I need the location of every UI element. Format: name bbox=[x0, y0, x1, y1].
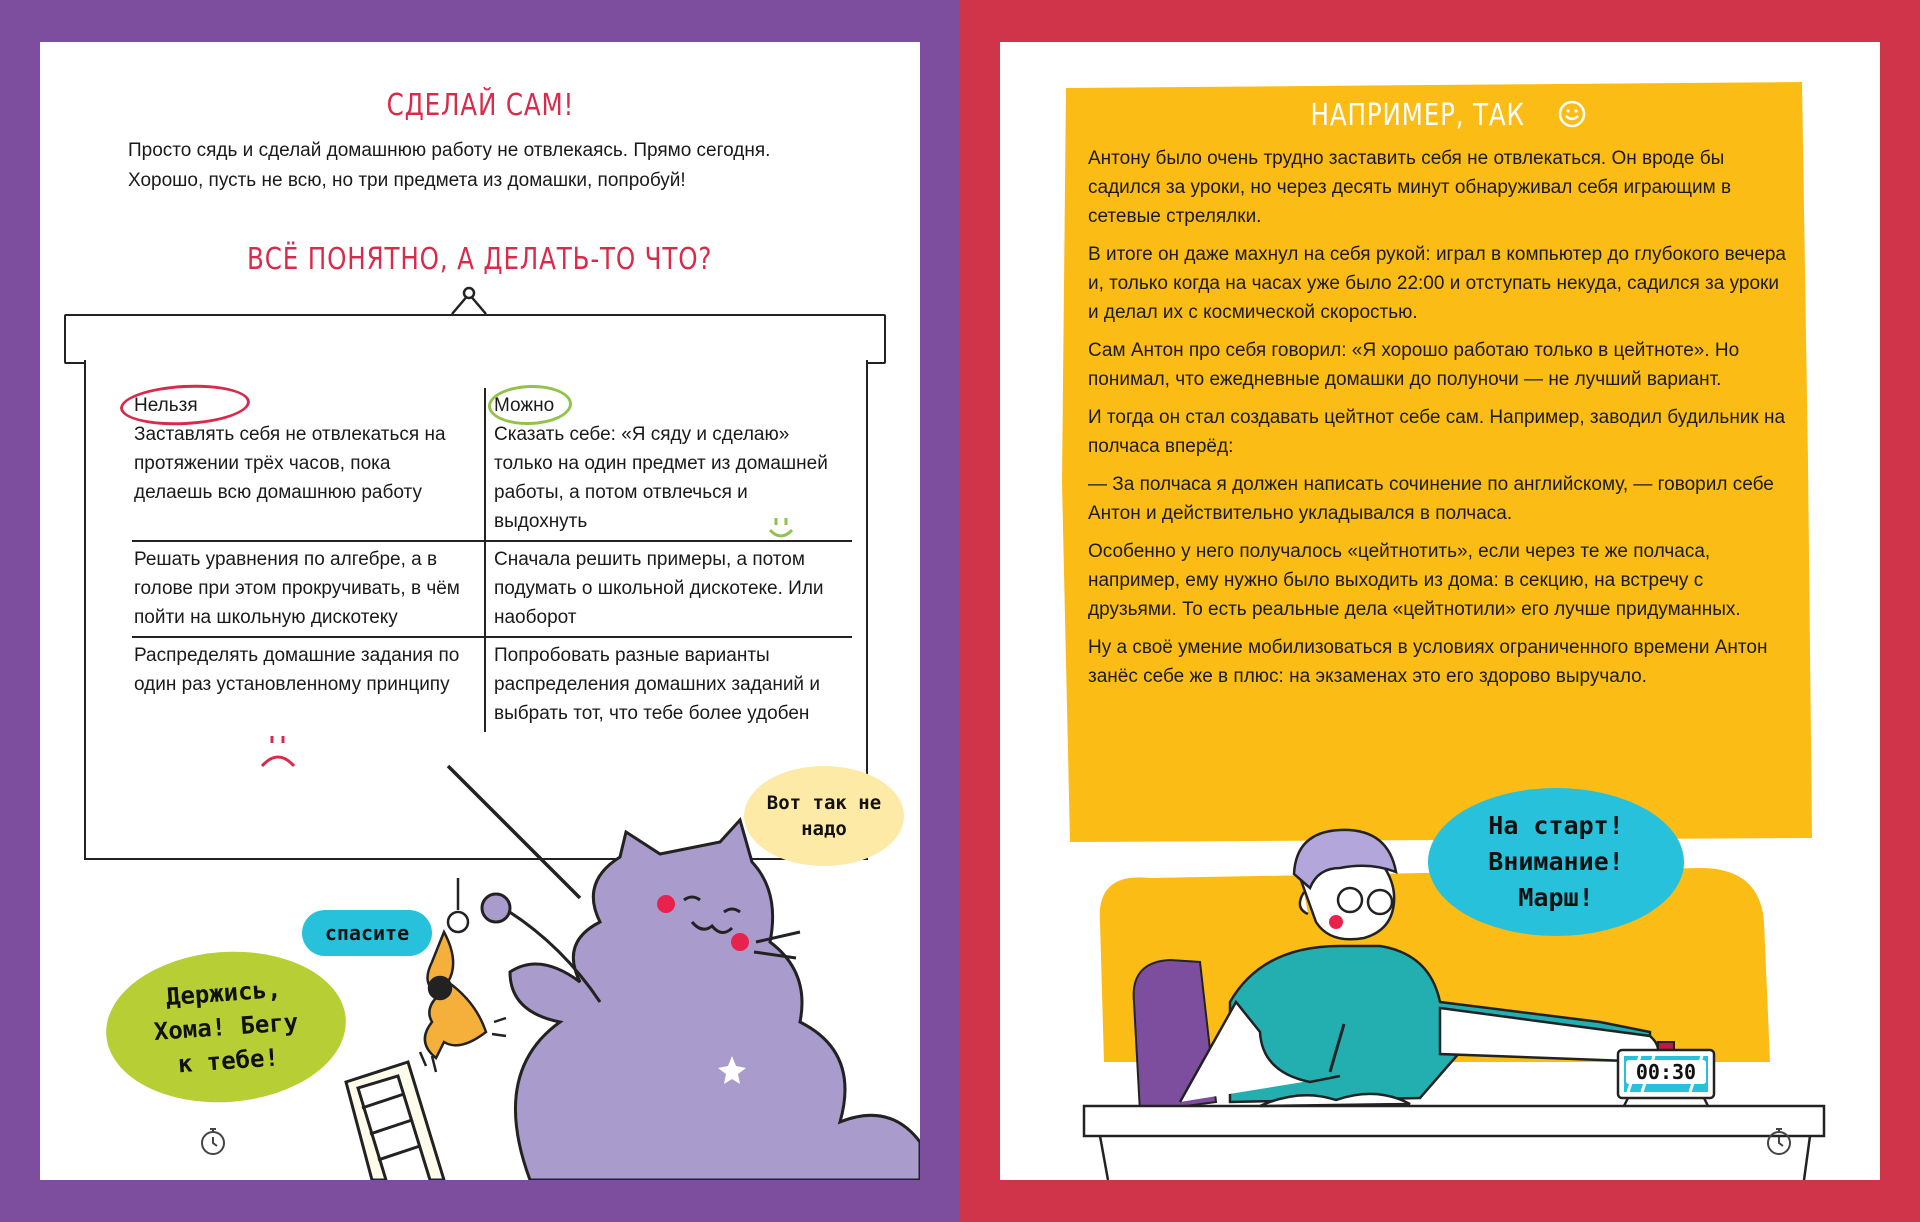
boy-at-desk-illustration bbox=[1000, 42, 1880, 1180]
right-page-title: НАПРИМЕР, ТАК bbox=[1062, 98, 1812, 133]
table-cell-dont: Решать уравнения по алгебре, а в голове при этом прокручивать, в чём пойти на школьную дискотеку bbox=[134, 549, 460, 628]
hamster-icon bbox=[425, 878, 486, 1058]
header-dont: Нельзя bbox=[134, 391, 198, 420]
story-paragraph: В итоге он даже махнул на себя рукой: играл в компьютер до глубокого вечера и, только когда на часах уже было 22:00 и отступать некуда, садился за уроки и делал их с космической скоростью. bbox=[1088, 244, 1786, 323]
left-page-subtitle: ВСЁ ПОНЯТНО, А ДЕЛАТЬ-ТО ЧТО? bbox=[247, 242, 713, 277]
table-cell-do: Попробовать разные варианты распределения домашних заданий и выбрать тот, что тебе более удобен bbox=[484, 638, 852, 732]
story-paragraph: Ну а своё умение мобилизоваться в условиях ограниченного времени Антон занёс себе же в плюс: на экзаменах это его здорово выручало. bbox=[1088, 637, 1768, 687]
stopwatch-icon bbox=[1764, 1126, 1794, 1156]
boy-speech-bubble: На старт! Внимание! Марш! bbox=[1428, 788, 1684, 936]
desk bbox=[1084, 1106, 1824, 1136]
shout-speech-bubble: Держись, Хома! Бегу к тебе! bbox=[101, 944, 351, 1110]
cat-body bbox=[482, 820, 920, 1180]
stopwatch-icon bbox=[198, 1126, 228, 1156]
story-paragraph: Сам Антон про себя говорил: «Я хорошо работаю только в цейтноте». Но понимал, что ежедневные домашки до полуночи — не лучший вариант. bbox=[1088, 340, 1740, 390]
intro-paragraph: Просто сядь и сделай домашнюю работу не отвлекаясь. Прямо сегодня. Хорошо, пусть не всю, но три предмета из домашки, попробуй! bbox=[128, 140, 771, 191]
story-paragraph: — За полчаса я должен написать сочинение по английскому, — говорил себе Антон и действительно укладывался в полчаса. bbox=[1088, 474, 1774, 524]
happy-smiley-icon bbox=[770, 518, 792, 536]
left-page bbox=[40, 42, 920, 1180]
story-paragraph: Особенно у него получалось «цейтнотить», если через те же полчаса, например, ему нужно было выходить из дома: в секцию, на встречу с друзьями. То есть реальные дела «цейтнотили» его лучше придуманных. bbox=[1088, 541, 1741, 620]
table-cell-dont: Распределять домашние задания по один раз установленному принципу bbox=[134, 645, 460, 695]
ladder-icon bbox=[346, 1062, 444, 1180]
table-cell-do: Сначала решить примеры, а потом подумать о школьной дискотеке. Или наоборот bbox=[484, 542, 852, 636]
story-paragraph: И тогда он стал создавать цейтнот себе сам. Например, заводил будильник на полчаса вперёд: bbox=[1088, 407, 1786, 457]
hamster-speech-bubble: спасите bbox=[302, 910, 432, 956]
left-page-title: СДЕЛАЙ САМ! bbox=[386, 88, 574, 123]
clock-display: 00:30 bbox=[1626, 1060, 1706, 1084]
header-do: Можно bbox=[494, 391, 554, 420]
table-cell-do: Можно Сказать себе: «Я сяду и сделаю» только на один предмет из домашней работы, а потом отвлечься и выдохнуть bbox=[484, 388, 852, 540]
sad-smiley-icon bbox=[262, 736, 294, 766]
story-paragraph: Антону было очень трудно заставить себя не отвлекаться. Он вроде бы садился за уроки, но через десять минут обнаруживал себя играющим в сетевые стрелялки. bbox=[1088, 148, 1732, 227]
table-cell-dont: Нельзя Заставлять себя не отвлекаться на протяжении трёх часов, пока делаешь всю домашнюю работу bbox=[132, 388, 484, 540]
right-page bbox=[1000, 42, 1880, 1180]
cat-speech-bubble: Вот так не надо bbox=[744, 766, 904, 866]
